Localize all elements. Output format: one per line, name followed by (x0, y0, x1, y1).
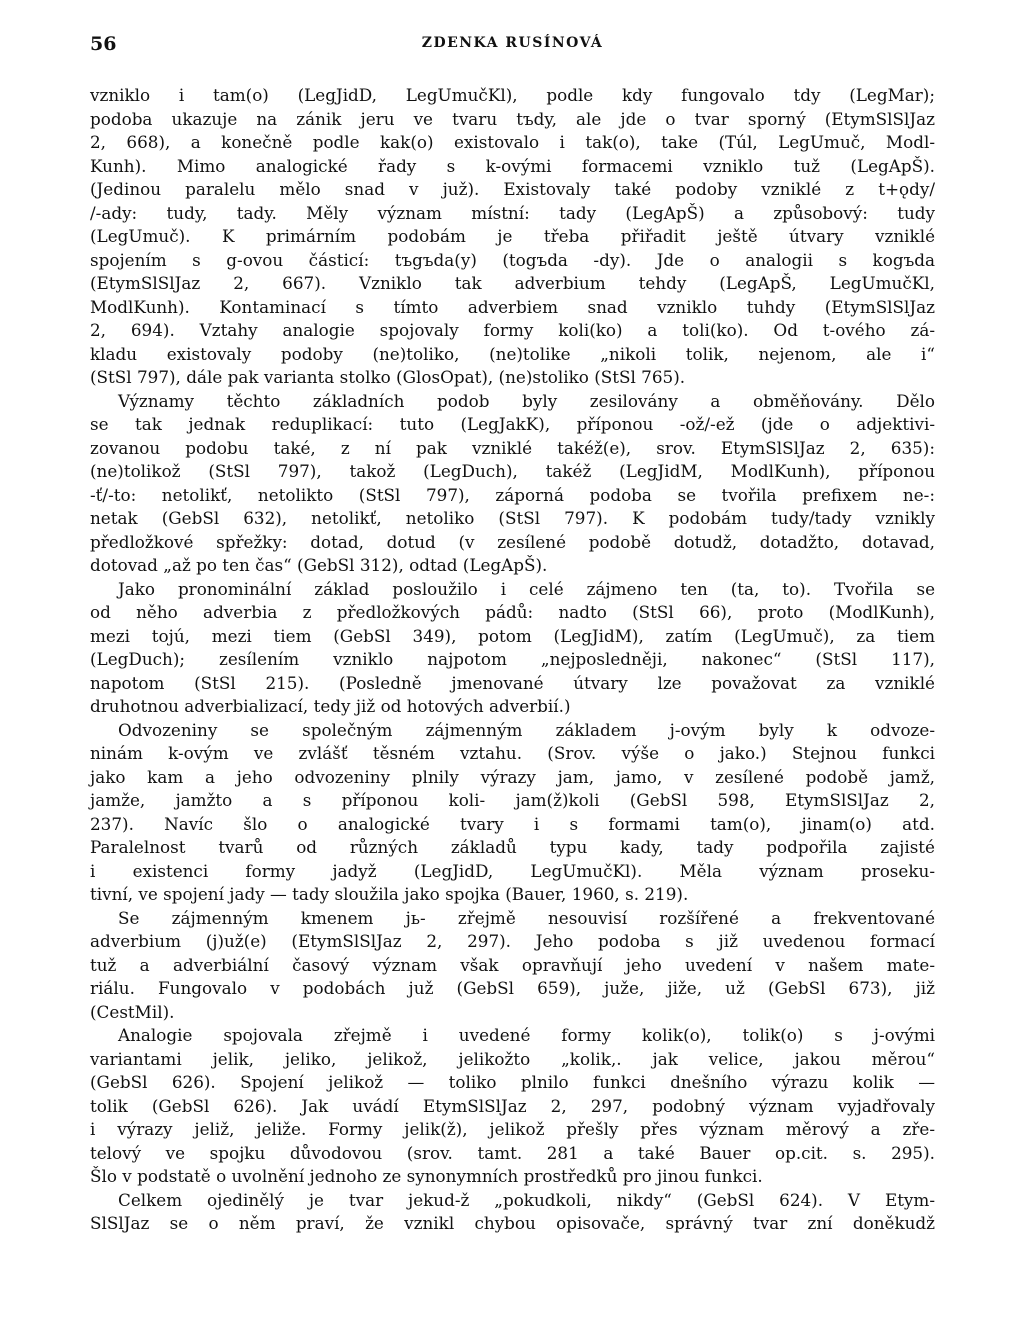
text-line (90, 296, 935, 320)
text-line-content: jamže, jamžto a s příponou koli- jam(ž)koli (GebSl 598, EtymSlSlJaz 2, (90, 790, 935, 810)
text-line (90, 766, 935, 790)
text-line-content: telový ve spojku důvodovou (srov. tamt. 281 a také Bauer op.cit. s. 295). (90, 1142, 935, 1163)
text-line-content: Paralelnost tvarů od různých základů typu kady, tady podpořila zajisté (90, 837, 935, 857)
text-line (90, 1118, 935, 1142)
text-line (90, 108, 935, 132)
text-line-content: zovanou podobu také, z ní pak vzniklé takéž(e), srov. EtymSlSlJaz 2, 635): (90, 437, 935, 458)
text-line-content: netak (GebSl 632), netolikť, netoliko (StSl 797). K podobám tudy/tady vznikly (90, 508, 935, 528)
text-line (90, 390, 935, 414)
text-line-content: vzniklo i tam(o) (LegJidD, LegUmučKl), podle kdy fungovalo tdy (LegMar); (90, 85, 935, 105)
running-head: ZDENKA RUSÍNOVÁ (421, 35, 604, 51)
text-line (90, 155, 935, 179)
text-line-content: (StSl 797), dále pak varianta stolko (GlosOpat), (ne)stoliko (StSl 765). (90, 367, 686, 387)
text-line-content: riálu. Fungovalo v podobách juž (GebSl 659), juže, jiže, už (GebSl 673), již (90, 978, 935, 998)
text-line (90, 601, 935, 625)
text-line (90, 554, 935, 578)
text-line (90, 1071, 935, 1095)
text-line-content: (LegDuch); zesílením vzniklo najpotom „nejposledněji, nakonec“ (StSl 117), (90, 649, 935, 669)
text-line (90, 366, 935, 390)
text-line-content: (CestMil). (90, 1001, 175, 1022)
text-line (90, 883, 935, 907)
text-line (90, 1212, 935, 1236)
text-line (90, 1001, 935, 1025)
text-line (90, 202, 935, 226)
text-line-content: variantami jelik, jeliko, jelikož, jelikožto „kolik,. jak velice, jakou měrou“ (90, 1048, 935, 1069)
text-line-content: tivní, ve spojení jady — tady sloužila jako spojka (Bauer, 1960, s. 219). (90, 884, 689, 904)
text-line (90, 813, 935, 837)
text-line-content: mezi tojú, mezi tiem (GebSl 349), potom (LegJidM), zatím (LegUmuč), za tiem (90, 625, 935, 646)
text-line-content: podoba ukazuje na zánik jeru ve tvaru tъdy, ale jde o tvar sporný (EtymSlSlJaz (90, 108, 935, 129)
text-line (90, 1189, 935, 1213)
text-line-content: (EtymSlSlJaz 2, 667). Vzniklo tak adverbium tehdy (LegApŠ, LegUmučKl, (90, 273, 935, 293)
text-line-content: Významy těchto základních podob byly zesilovány a obměňovány. Dělo (118, 390, 935, 411)
text-line (90, 249, 935, 273)
text-line-content: i výrazy jeliž, jeliže. Formy jelik(ž), jelikož přešly přes význam měrový a zře- (90, 1119, 935, 1139)
text-line (90, 954, 935, 978)
text-line (90, 413, 935, 437)
text-line-content: (Jedinou paralelu mělo snad v juž). Existovaly také podoby vzniklé z t+ǫdy/ (90, 179, 935, 199)
page-header (90, 33, 935, 59)
text-line (90, 907, 935, 931)
text-line-content: napotom (StSl 215). (Posledně jmenované útvary lze považovat za vzniklé (90, 672, 935, 693)
text-line (90, 672, 935, 696)
text-line-content: (GebSl 626). Spojení jelikož — toliko plnilo funkci dnešního výrazu kolik — (90, 1072, 935, 1092)
text-line-content: předložkové spřežky: dotad, dotud (v zesílené podobě dotudž, dotadžto, dotavad, (90, 531, 935, 552)
text-line (90, 437, 935, 461)
text-line-content: SlSlJaz se o něm praví, že vznikl chybou opisovače, správný tvar zní doněkudž (90, 1213, 935, 1233)
text-line (90, 1024, 935, 1048)
text-line (90, 507, 935, 531)
text-line (90, 578, 935, 602)
page-number: 56 (90, 33, 117, 55)
text-line-content: -ť/-to: netolikť, netolikto (StSl 797), záporná podoba se tvořila prefixem ne-: (90, 484, 935, 505)
text-line (90, 930, 935, 954)
text-line-content: jako kam a jeho odvozeniny plnily výrazy jam, jamo, v zesílené podobě jamž, (90, 766, 935, 787)
text-line-content: adverbium (j)už(e) (EtymSlSlJaz 2, 297). Jeho podoba s již uvedenou formací (90, 931, 935, 951)
text-line-content: ninám k-ovým ve zvlášť těsném vztahu. (Srov. výše o jako.) Stejnou funkci (90, 743, 935, 763)
text-line (90, 84, 935, 108)
text-line (90, 1165, 935, 1189)
text-line-content: (LegUmuč). K primárním podobám je třeba přiřadit ještě útvary vzniklé (90, 226, 935, 246)
text-line-content: ModlKunh). Kontaminací s tímto adverbiem snad vzniklo tuhdy (EtymSlSlJaz (90, 296, 935, 317)
text-line (90, 178, 935, 202)
text-line (90, 648, 935, 672)
text-line-content: 2, 694). Vztahy analogie spojovaly formy koli(ko) a toli(ko). Od t-ového zá- (90, 320, 935, 340)
text-line (90, 860, 935, 884)
text-line (90, 460, 935, 484)
text-line (90, 695, 935, 719)
text-line (90, 789, 935, 813)
text-line (90, 225, 935, 249)
body-text (90, 84, 935, 1236)
text-line-content: Odvozeniny se společným zájmenným základem j-ovým byly k odvoze- (118, 719, 935, 740)
text-line-content: tolik (GebSl 626). Jak uvádí EtymSlSlJaz 2, 297, podobný význam vyjadřovaly (90, 1095, 935, 1116)
text-line-content: Šlo v podstatě o uvolnění jednoho ze synonymních prostředků pro jinou funkci. (90, 1166, 763, 1186)
text-line-content: kladu existovaly podoby (ne)toliko, (ne)tolike „nikoli tolik, nejenom, ale i“ (90, 343, 935, 364)
text-line-content: /-ady: tudy, tady. Měly význam místní: tady (LegApŠ) a způsobový: tudy (90, 202, 935, 223)
text-line (90, 1095, 935, 1119)
text-line-content: od něho adverbia z předložkových pádů: nadto (StSl 66), proto (ModlKunh), (90, 602, 935, 622)
text-line (90, 625, 935, 649)
text-line (90, 531, 935, 555)
text-line-content: tuž a adverbiální časový význam však opravňují jeho uvedení v našem mate- (90, 954, 935, 975)
text-line-content: 2, 668), a konečně podle kak(o) existovalo i tak(o), take (Túl, LegUmuč, Modl- (90, 132, 935, 152)
text-line-content: Se zájmenným kmenem jь- zřejmě nesouvisí rozšířené a frekventované (118, 907, 935, 928)
text-line-content: Celkem ojedinělý je tvar jekud-ž „pokudkoli, nikdy“ (GebSl 624). V Etym- (118, 1189, 935, 1210)
text-line-content: Kunh). Mimo analogické řady s k-ovými formacemi vzniklo tuž (LegApŠ). (90, 155, 935, 176)
text-line (90, 131, 935, 155)
text-line-content: dotovad „až po ten čas“ (GebSl 312), odtad (LegApŠ). (90, 555, 548, 575)
text-line (90, 272, 935, 296)
text-line-content: i existenci formy jadyž (LegJidD, LegUmučKl). Měla význam proseku- (90, 860, 935, 881)
text-line (90, 1142, 935, 1166)
text-line-content: 237). Navíc šlo o analogické tvary i s formami tam(o), jinam(o) atd. (90, 813, 935, 834)
text-line (90, 484, 935, 508)
text-line (90, 742, 935, 766)
text-line (90, 343, 935, 367)
text-line-content: druhotnou adverbializací, tedy již od hotových adverbií.) (90, 696, 571, 716)
text-line (90, 319, 935, 343)
text-line (90, 719, 935, 743)
text-line (90, 977, 935, 1001)
text-line-content: se tak jednak reduplikací: tuto (LegJakK), příponou -ož/-ež (jde o adjektivi- (90, 414, 935, 434)
text-line-content: (ne)tolikož (StSl 797), takož (LegDuch), takéž (LegJidM, ModlKunh), příponou (90, 461, 935, 481)
text-line-content: spojením s g-ovou částicí: tъgъda(y) (togъda -dy). Jde o analogii s kogъda (90, 249, 935, 270)
text-line (90, 1048, 935, 1072)
text-line (90, 836, 935, 860)
text-line-content: Analogie spojovala zřejmě i uvedené formy kolik(o), tolik(o) s j-ovými (118, 1025, 935, 1045)
text-line-content: Jako pronominální základ posloužilo i celé zájmeno ten (ta, to). Tvořila se (118, 578, 935, 599)
